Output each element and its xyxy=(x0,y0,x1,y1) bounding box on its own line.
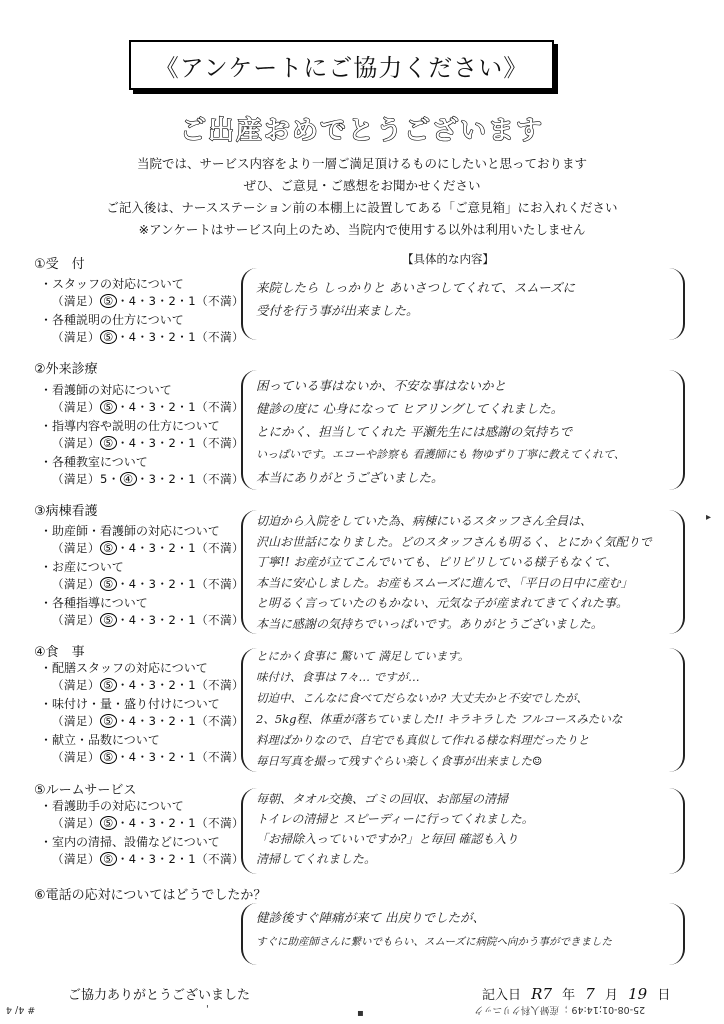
selected-rating: ⑤ xyxy=(100,294,117,308)
room-cleaning-label: ・ 室内の清掃、設備などについて xyxy=(52,833,220,850)
meals-staff-label: ・ 配膳スタッフの対応について xyxy=(52,659,208,676)
intro-line: 当院では、サービス内容をより一層ご満足頂けるものにしたいと思っております xyxy=(136,156,587,171)
section-room-service-title: ⑤ルームサービス xyxy=(34,783,137,798)
fax-page-counter: # 4/ 4 xyxy=(6,1004,36,1015)
section-reception-title: ①受 付 xyxy=(34,257,85,272)
ward-delivery-label: ・ お産について xyxy=(52,558,124,575)
selected-rating: ⑤ xyxy=(100,714,117,728)
room-assistant-label: ・ 看護助手の対応について xyxy=(52,797,184,814)
outpatient-nurse-rating: （満足） ⑤ ・4・3・2・1（不満） xyxy=(52,400,245,414)
ward-delivery-rating: （満足） ⑤ ・4・3・2・1（不満） xyxy=(52,577,245,591)
reception-explanation-label: ・ 各種説明の仕方について xyxy=(52,311,184,328)
reception-staff-rating: （満足） ⑤ ・4・3・2・1（不満） xyxy=(52,294,245,308)
intro-line: ご記入後は、ナースステーション前の本棚上に設置してある「ご意見箱」にお入れください xyxy=(106,200,618,215)
selected-rating: ⑤ xyxy=(100,330,117,344)
outpatient-comment: 困っている事はないか、不安な事はないかと 健診の度に 心身になって ヒアリングしてくれました。 とにかく、担当してくれた 平瀬先生には感謝の気持ちで いっぱいです。エコーや診察も 看護師にも 物ゆずり丁寧に教えてくれて、 本当にありがとうございました。 xyxy=(256,378,625,485)
ward-midwife-label: ・ 助産師・看護師の対応について xyxy=(52,522,220,539)
ward-guidance-rating: （満足） ⑤ ・4・3・2・1（不満） xyxy=(52,613,245,627)
date-month: 7 xyxy=(585,985,595,1003)
outpatient-classes-label: ・ 各種教室について xyxy=(52,453,148,470)
selected-rating: ⑤ xyxy=(100,436,117,450)
ward-comment: 切迫から入院をしていた為、病棟にいるスタッフさん全員は、 沢山お世話になりました。どのスタッフさんも明るく、とにかく気配りで 丁寧!! お産が立てこんでいても、ピリピリしている様子もなくて、 本当に安心しました。お産もスムーズに進んで、「平日の日中に産む」 と明るく言っていたのもかない、元気な子が産まれてきてくれた事。 本当に感謝の気持ちでいっぱいです。ありがとうございました。 xyxy=(256,514,652,631)
outpatient-classes-rating: （満足）5・ ④ ・3・2・1（不満） xyxy=(52,472,245,486)
intro-line: ※アンケートはサービス向上のため、当院内で使用する以外は利用いたしません xyxy=(138,222,586,237)
section-meals-title: ④食 事 xyxy=(34,645,85,660)
ward-guidance-label: ・ 各種指導について xyxy=(52,594,148,611)
entry-date: 記入日 R7 年 7 月 19 日 xyxy=(482,985,671,1003)
selected-rating: ⑤ xyxy=(100,577,117,591)
meals-comment: とにかく食事に 驚いて 満足しています。 味付け、食事は 7々… ですが… 切迫中、こんなに食べてだらないか? 大丈夫かと不安でしたが、 2、5kg程、体重が落ちていました!! キラキラした フルコースみたいな 料理ばかりなので、自宅でも真似して作れる様な料理だったりと 毎日写真を撮って残すぐらい楽しく食事が出来ました☺ xyxy=(256,649,623,768)
thanks-message: ご協力ありがとうございました xyxy=(68,988,251,1003)
survey-title: 《アンケートにご協力ください》 xyxy=(129,40,554,90)
selected-rating: ⑤ xyxy=(100,400,117,414)
meals-taste-rating: （満足） ⑤ ・4・3・2・1（不満） xyxy=(52,714,245,728)
reception-comment: 来院したら しっかりと あいさつしてくれて、スムーズに 受付を行う事が出来ました。 xyxy=(256,280,575,318)
section-ward-title: ③病棟看護 xyxy=(34,504,98,519)
section-phone-title: ⑥電話の応対についてはどうでしたか？ xyxy=(34,888,267,903)
meals-menu-rating: （満足） ⑤ ・4・3・2・1（不満） xyxy=(52,750,245,764)
date-day: 19 xyxy=(628,985,648,1003)
room-comment: 毎朝、タオル交換、ゴミの回収、お部屋の清掃 トイレの清掃と スピーディーに行ってくれました。 「お掃除入っていいですか?」と毎回 確認も入り 清掃してくれました。 xyxy=(256,792,534,866)
phone-comment: 健診後すぐ陣痛が来て 出戻りでしたが、 すぐに助産師さんに繋いでもらい、スムーズに病院へ向かう事ができました xyxy=(256,910,612,948)
reception-explanation-rating: （満足） ⑤ ・4・3・2・1（不満） xyxy=(52,330,245,344)
selected-rating: ⑤ xyxy=(100,816,117,830)
section-outpatient-title: ②外来診療 xyxy=(34,362,98,377)
reception-staff-label: ・ スタッフの対応について xyxy=(52,275,184,292)
details-label: 【具体的な内容】 xyxy=(402,252,494,266)
room-assistant-rating: （満足） ⑤ ・4・3・2・1（不満） xyxy=(52,816,245,830)
meals-staff-rating: （満足） ⑤ ・4・3・2・1（不満） xyxy=(52,678,245,692)
congratulations-heading: ご出産おめでとうございます xyxy=(179,116,544,146)
date-era: R7 xyxy=(531,985,552,1003)
scan-mark: ▸ xyxy=(706,512,712,523)
room-cleaning-rating: （満足） ⑤ ・4・3・2・1（不満） xyxy=(52,852,245,866)
selected-rating: ⑤ xyxy=(100,541,117,555)
scan-mark: ▪ xyxy=(357,1008,364,1019)
fax-header-stamp: 25-08-01;14:49 ；産婦人科クリニック xyxy=(474,1004,646,1015)
outpatient-guidance-label: ・ 指導内容や説明の仕方について xyxy=(52,417,220,434)
outpatient-guidance-rating: （満足） ⑤ ・4・3・2・1（不満） xyxy=(52,436,245,450)
ward-midwife-rating: （満足） ⑤ ・4・3・2・1（不満） xyxy=(52,541,245,555)
date-label: 記入日 xyxy=(482,988,522,1003)
intro-text xyxy=(0,153,724,241)
scan-mark: ' xyxy=(206,1004,209,1015)
selected-rating: ⑤ xyxy=(100,678,117,692)
meals-taste-label: ・ 味付け・量・盛り付けについて xyxy=(52,695,220,712)
meals-menu-label: ・ 献立・品数について xyxy=(52,731,160,748)
selected-rating: ⑤ xyxy=(100,613,117,627)
selected-rating: ⑤ xyxy=(100,852,117,866)
outpatient-nurse-label: ・ 看護師の対応について xyxy=(52,381,172,398)
selected-rating: ⑤ xyxy=(100,750,117,764)
selected-rating: ④ xyxy=(120,472,137,486)
intro-line: ぜひ、ご意見・ご感想をお聞かせください xyxy=(243,178,481,193)
